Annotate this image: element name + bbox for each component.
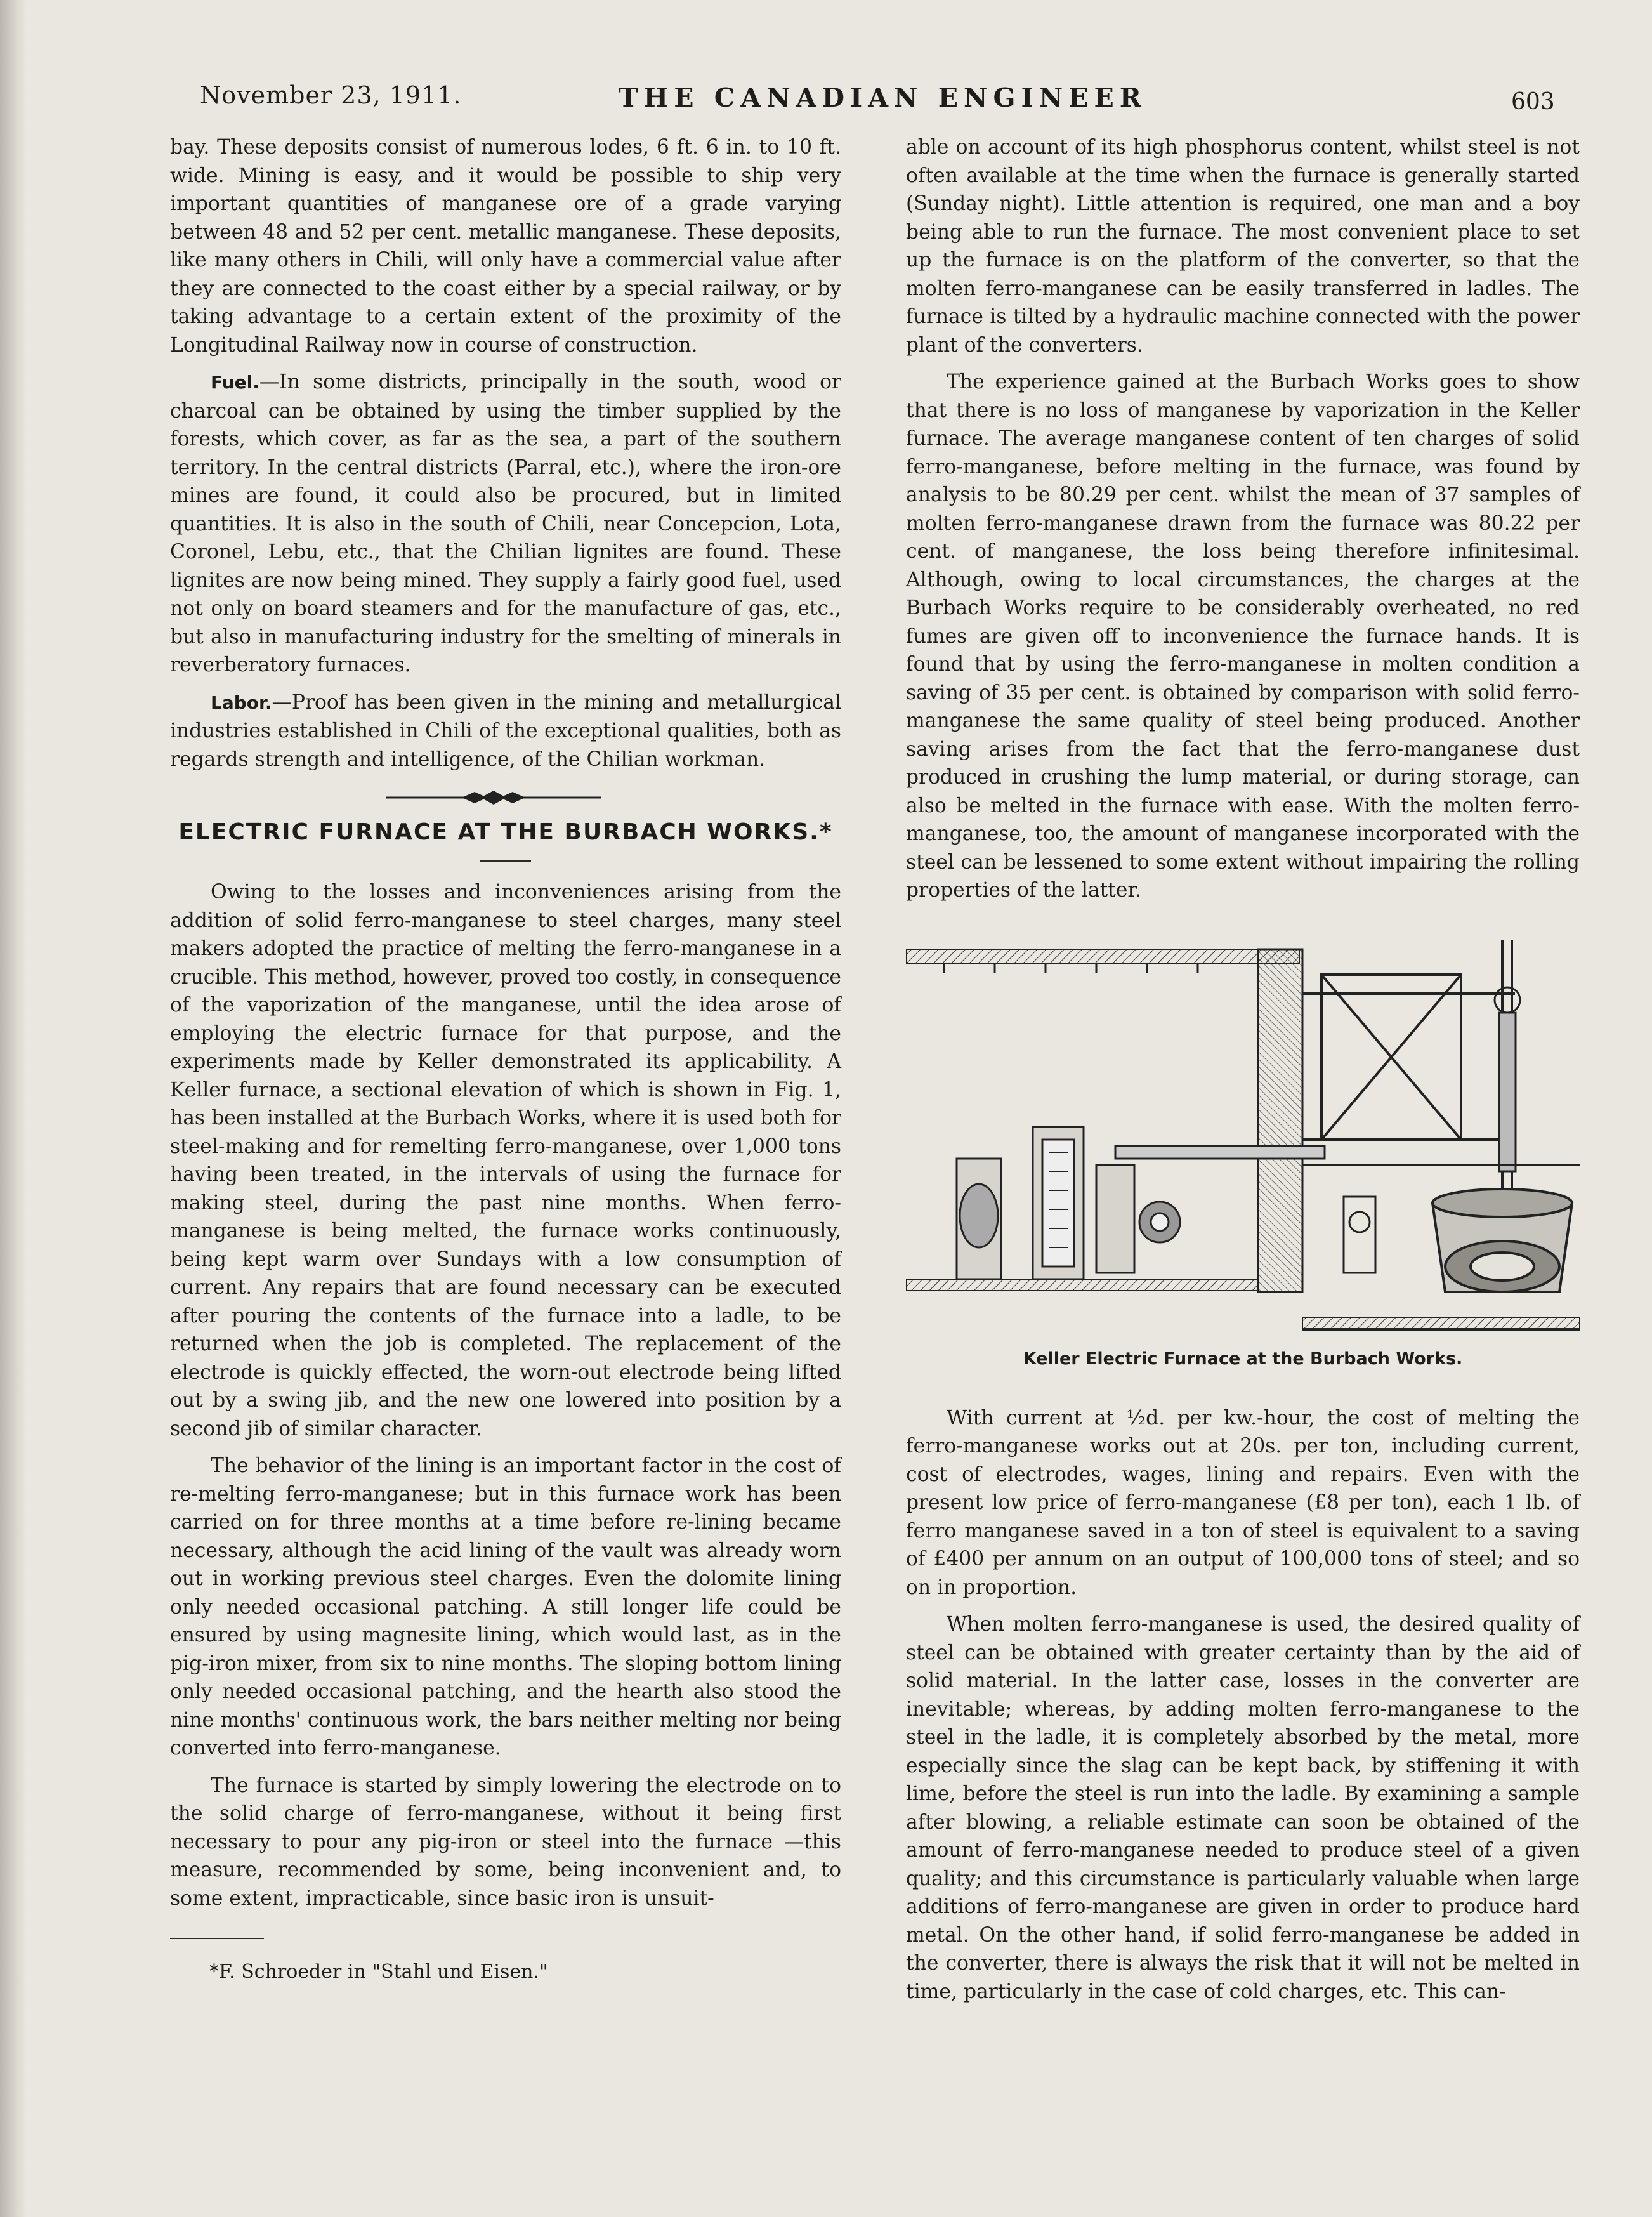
paragraph-continued: able on account of its high phosphorus content, whilst steel is not often available at the time when the furnace is generally started (Sunday night). Little attention is required, one man and a boy being able to run the furnace. The most convenient place to set up the furnace is on the platform of the converter, so that the molten ferro-manganese can be easily transferred in ladles. The furnace is tilted by a hydraulic machine connected with the power plant of the converters.	[906, 136, 1580, 357]
paragraph-owing: Owing to the losses and inconveniences arising from the addition of solid ferro-manganese to steel charges, many steel makers adopted the practice of melting the ferro-manganese in a crucible. This method, however, proved too costly, in consequence of the vaporization of the manganese, until the idea arose of employing the electric furnace for that purpose, and the experiments made by Keller demonstrated its applicability. A Keller furnace, a sectional elevation of which is shown in Fig. 1, has been installed at the Burbach Works, where it is used both for steel-making and for remelting ferro-manganese, over 1,000 tons having been treated, in the intervals of using the furnace for making steel, during the past nine months. When ferro-manganese is being melted, the furnace works continuously, being kept warm over Sundays with a low consumption of current. Any repairs that are found necessary can be executed after pouring the contents of the furnace into a ladle, to be returned when the job is completed. The replacement of the electrode is quickly effected, the worn-out electrode being lifted out by a swing jib, and the new one lowered into position by a second jib of similar character.	[170, 881, 841, 1440]
furnace-figure	[906, 937, 1580, 1343]
fuel-run-in-heading: Fuel.	[211, 372, 259, 393]
furnace-elevation-drawing	[906, 937, 1580, 1343]
left-column	[170, 133, 841, 1983]
fuel-text: —In some districts, principally in the south, wood or charcoal can be obtained by using the timber supplied by the forests, which cover, as far as the sea, a part of the southern territory. In the central districts (Parral, etc.), where the iron-ore mines are found, it could also be procured, but in limited quantities. It is also in the south of Chili, near Concepcion, Lota, Coronel, Lebu, etc., that the Chilian lignites are found. These lignites are now being mined. They supply a fairly good fuel, used not only on board steamers and for the manufacture of gas, etc., but also in manufacturing industry for the smelting of minerals in reverberatory furnaces.	[170, 371, 841, 676]
article-title: ELECTRIC FURNACE AT THE BURBACH WORKS.*	[178, 819, 833, 845]
figure-caption: Keller Electric Furnace at the Burbach Works.	[1023, 1348, 1463, 1369]
footnote: *F. Schroeder in "Stahl und Eisen."	[209, 1961, 548, 1983]
paragraph-experience: The experience gained at the Burbach Works goes to show that there is no loss of manganese by vaporization in the Keller furnace. The average manganese content of ten charges of solid ferro-manganese, before melting in the furnace, was found by analysis to be 80.29 per cent. whilst the mean of 37 samples of molten ferro-manganese drawn from the furnace was 80.22 per cent. of manganese, the loss being therefore infinitesimal. Although, owing to local circumstances, the charges at the Burbach Works require to be considerably overheated, no red fumes are given off to inconvenience the furnace hands. It is found that by using the ferro-manganese in molten condition a saving of 35 per cent. is obtained by comparison with solid ferro-manganese the same quality of steel being produced. Another saving arises from the fact that the ferro-manganese dust produced in crushing the lump material, or during storage, can also be melted in the furnace with ease. With the molten ferro-manganese, too, the amount of manganese incorporated with the steel can be lessened to some extent without impairing the rolling properties of the latter.	[906, 371, 1580, 902]
paragraph-bay: bay. These deposits consist of numerous lodes, 6 ft. 6 in. to 10 ft. wide. Mining is easy, and it would be possible to ship very important quantities of manganese ore of a grade varying between 48 and 52 per cent. metallic manganese. These deposits, like many others in Chili, will only have a commercial value after they are connected to the coast either by a special railway, or by taking advantage to a certain extent of the proximity of the Longitudinal Railway now in course of construction.	[170, 136, 841, 357]
paragraph-labor	[170, 688, 841, 774]
paragraph-fuel	[170, 368, 841, 680]
section-divider-ornament	[170, 785, 841, 810]
page-header	[0, 81, 1652, 126]
paragraph-current-cost: With current at ½d. per kw.-hour, the cost of melting the ferro-manganese works out at 20s. per ton, including current, cost of electrodes, wages, lining and repairs. Even with the present low price of ferro-manganese (£8 per ton), each 1 lb. of ferro manganese saved in a ton of steel is equivalent to a saving of £400 per annum on an output of 100,000 tons of steel; and so on in proportion.	[906, 1406, 1580, 1599]
labor-run-in-heading: Labor.	[211, 692, 272, 713]
issue-date: November 23, 1911.	[200, 81, 462, 109]
labor-text: —Proof has been given in the mining and metallurgical industries established in Chili of the exceptional qualities, both as regards strength and intelligence, of the Chilian workman.	[170, 690, 841, 771]
paragraph-started: The furnace is started by simply lowering the electrode on to the solid charge of ferro-manganese, without it being first necessary to pour any pig-iron or steel into the furnace —this measure, recommended by some, being inconvenient and, to some extent, impracticable, since basic iron is unsuit-	[170, 1773, 841, 1910]
paragraph-behavior: The behavior of the lining is an important factor in the cost of re-melting ferro-manganese; but in this furnace work has been carried on for three months at a time before re-lining became necessary, although the acid lining of the vault was already worn out in working previous steel charges. Even the dolomite lining only needed occasional patching. A still longer life could be ensured by using magnesite lining, which would last, as in the pig-iron mixer, from six to nine months. The sloping bottom lining only needed occasional patching, and the hearth also stood the nine months' continuous work, the bars neither melting nor being converted into ferro-manganese.	[170, 1454, 841, 1760]
journal-title: THE CANADIAN ENGINEER	[619, 82, 1147, 113]
binding-gutter-shadow	[0, 0, 27, 2217]
paragraph-molten: When molten ferro-manganese is used, the desired quality of steel can be obtained with greater certainty than by the aid of solid material. In the latter case, losses in the converter are inevitable; whereas, by adding molten ferro-manganese to the steel in the ladle, it is completely absorbed by the metal, more especially since the slag can be kept back, by stiffening it with lime, before the steel is run into the ladle. By examining a sample after blowing, a reliable estimate can soon be obtained of the amount of ferro-manganese needed to produce steel of a given quality; and this circumstance is particularly valuable when large additions of ferro-manganese are given in order to produce hard metal. On the other hand, if solid ferro-manganese be added in the converter, there is always the risk that it will not be melted in time, particularly in the case of cold charges, etc. This can-	[906, 1613, 1580, 2003]
footnote-rule	[170, 1938, 264, 1939]
page-number: 603	[1511, 89, 1555, 115]
right-column	[906, 133, 1580, 2006]
title-rule	[480, 860, 531, 862]
